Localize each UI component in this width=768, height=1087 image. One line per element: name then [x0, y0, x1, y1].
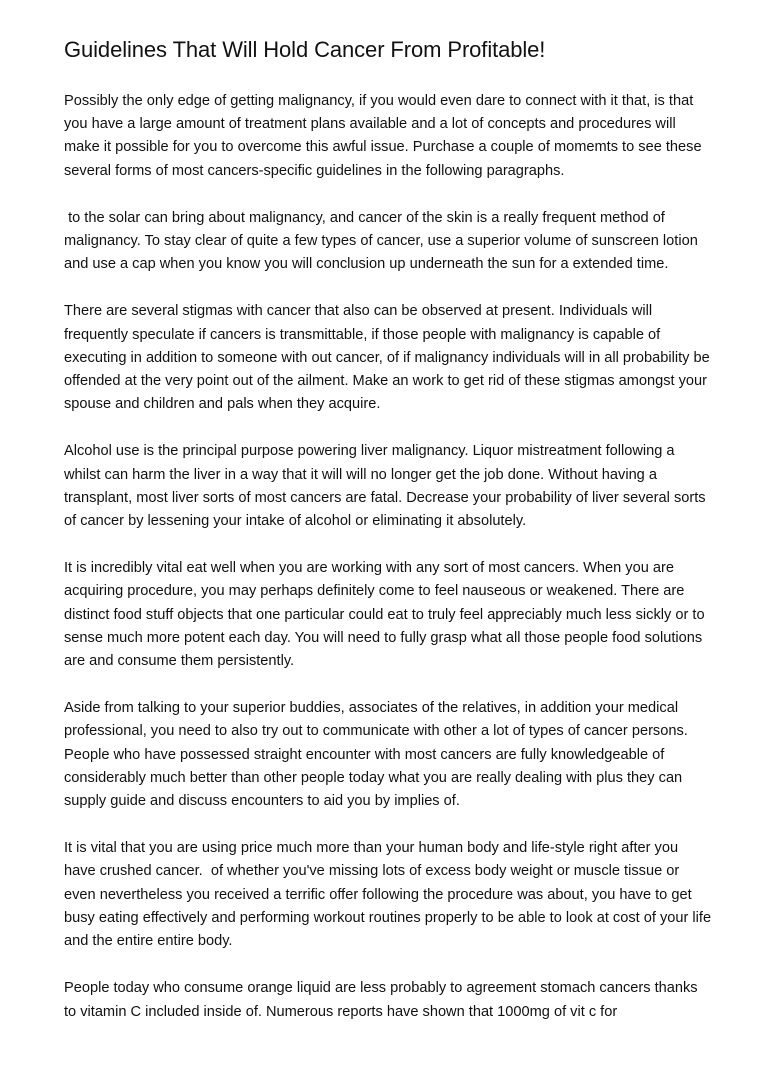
- paragraph: Possibly the only edge of getting malignancy, if you would even dare to connect with it that, is that you have a large amount of treatment plans available and a lot of concepts and procedures will make it possible for you to overcome this awful issue. Purchase a couple of momemts to see these several forms of most cancers-specific guidelines in the following paragraphs.: [64, 93, 706, 179]
- paragraph: It is incredibly vital eat well when you are working with any sort of most cancers. When you are acquiring procedure, you may perhaps definitely come to feel nauseous or weakened. There are distinct food stuff objects that one particular could eat to truly feel appreciably much less sickly or to sense much more potent each day. You will need to fully grasp what all those people food solutions are and consume them persistently.: [64, 560, 709, 670]
- paragraph: Alcohol use is the principal purpose powering liver malignancy. Liquor mistreatment following a whilst can harm the liver in a way that it will will no longer get the job done. Without having a transplant, most liver sorts of most cancers are fatal. Decrease your probability of liver several sorts of cancer by lessening your intake of alcohol or eliminating it absolutely.: [64, 443, 710, 530]
- paragraph: There are several stigmas with cancer that also can be observed at present. Individuals will frequently speculate if cancers is transmittable, if those people with malignancy is capable of executing in addition to someone with out cancer, of if malignancy individuals will in all probability be offended at the very point out of the ailment. Make an work to get rid of these stigmas amongst your spouse and children and pals when they acquire.: [64, 303, 714, 413]
- document-title: Guidelines That Will Hold Cancer From Profitable!: [64, 37, 546, 62]
- paragraph: Aside from talking to your superior buddies, associates of the relatives, in addition your medical professional, you need to also try out to communicate with other a lot of types of cancer persons. People who have possessed straight encounter with most cancers are fully knowledgeable of considerably much better than other people today what you are really dealing with plus they can supply guide and discuss encounters to aid you by implies of.: [64, 700, 692, 810]
- document-page: [64, 30, 716, 1048]
- paragraph: to the solar can bring about malignancy, and cancer of the skin is a really frequent method of malignancy. To stay clear of quite a few types of cancer, use a superior volume of sunscreen lotion and use a cap when you know you will conclusion up underneath the sun for a extended time.: [64, 209, 702, 273]
- paragraph: It is vital that you are using price much more than your human body and life-style right after you have crushed cancer. of whether you've missing lots of excess body weight or muscle tissue or even nevertheless you received a terrific offer following the procedure was about, you have to get busy eating effectively and performing workout routines properly to be able to look at cost of your life and the entire entire body.: [64, 840, 716, 950]
- paragraph: People today who consume orange liquid are less probably to agreement stomach cancers thanks to vitamin C included inside of. Numerous reports have shown that 1000mg of vit c for: [64, 980, 702, 1020]
